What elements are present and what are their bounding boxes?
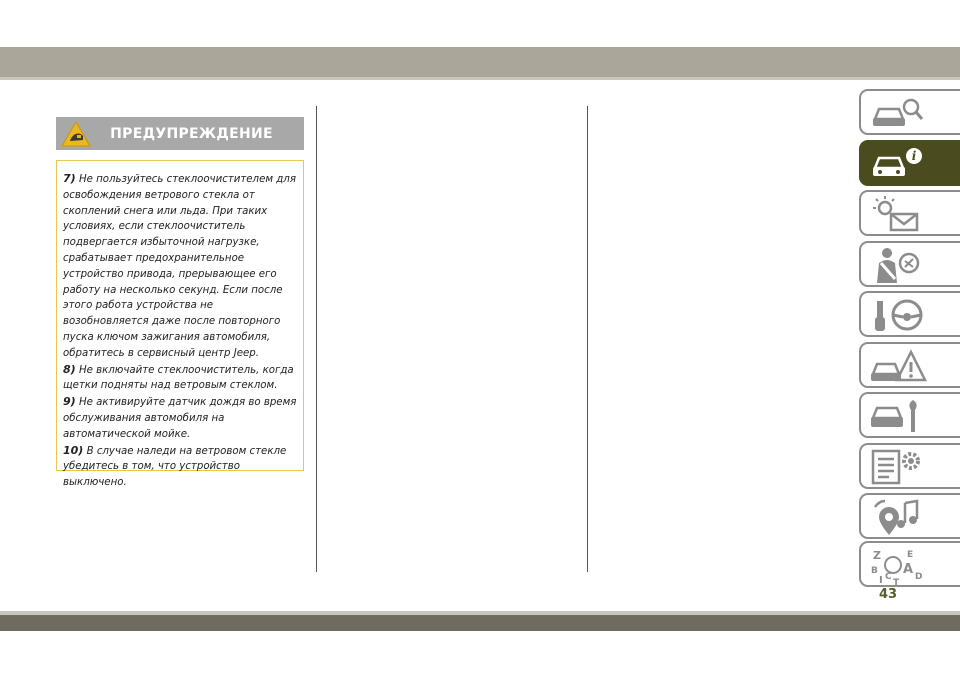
car-wrench-icon xyxy=(869,396,929,436)
warning-note xyxy=(63,443,297,491)
svg-text:D: D xyxy=(915,572,923,582)
side-tab-warning-lights[interactable] xyxy=(859,190,960,236)
svg-text:E: E xyxy=(907,550,914,560)
side-tab-safety[interactable] xyxy=(859,241,960,287)
svg-text:B: B xyxy=(871,566,878,576)
specs-gear-icon xyxy=(869,447,929,487)
column-divider-left xyxy=(316,106,317,572)
svg-text:I: I xyxy=(879,575,883,585)
page-number: 43 xyxy=(878,587,898,602)
svg-text:C: C xyxy=(885,572,892,582)
svg-text:i: i xyxy=(911,149,917,163)
bottom-band xyxy=(0,615,960,631)
warning-header xyxy=(56,117,304,150)
multimedia-navigation-icon xyxy=(869,497,929,537)
seatbelt-airbag-icon xyxy=(869,245,929,285)
warning-note xyxy=(63,171,297,362)
side-tab-specifications[interactable] xyxy=(859,443,960,489)
side-tab-index[interactable] xyxy=(859,541,960,587)
top-band xyxy=(0,47,960,77)
side-tab-multimedia[interactable] xyxy=(859,493,960,539)
column-divider-right xyxy=(587,106,588,572)
warning-box xyxy=(56,160,304,489)
svg-text:A: A xyxy=(903,562,914,577)
note-text: Не включайте стеклоочиститель, когда щетки подняты над ветровым стеклом. xyxy=(63,364,294,392)
note-number: 9) xyxy=(63,395,76,409)
alphabetical-index-icon xyxy=(869,545,929,585)
svg-text:Z: Z xyxy=(873,549,881,562)
key-steering-wheel-icon xyxy=(869,295,929,335)
warning-light-message-icon xyxy=(869,194,929,234)
car-breakdown-icon xyxy=(869,346,929,386)
svg-text:T: T xyxy=(893,578,900,585)
side-tab-car-search[interactable] xyxy=(859,89,960,135)
note-number: 8) xyxy=(63,362,76,376)
side-tab-maintenance[interactable] xyxy=(859,392,960,438)
car-search-icon xyxy=(869,93,929,133)
side-tab-starting-driving[interactable] xyxy=(859,291,960,337)
side-tab-car-info[interactable] xyxy=(859,140,960,186)
note-text: Не активируйте датчик дождя во время обслуживания автомобиля на автоматической мойке. xyxy=(63,397,297,440)
warning-note xyxy=(63,362,297,395)
warning-triangle-icon xyxy=(59,119,93,149)
warning-note xyxy=(63,394,297,442)
note-text: Не пользуйтесь стеклоочистителем для освобождения ветрового стекла от скоплений снега или льда. При таких условиях, если стеклоочиститель подвергается избыточной нагрузке, срабатывает предохранительное устройство привода, прерывающее его работу на несколько секунд. Если после этого работа устройства не возобновляется даже после повторного пуска ключом зажигания автомобиля, обратитесь в сервисный центр Jeep. xyxy=(63,174,296,359)
note-text: В случае наледи на ветровом стекле убедитесь в том, что устройство выключено. xyxy=(63,445,287,489)
side-tab-emergency[interactable] xyxy=(859,342,960,388)
note-number: 10) xyxy=(63,443,84,457)
warning-title: ПРЕДУПРЕЖДЕНИЕ xyxy=(110,125,273,142)
top-band-divider xyxy=(0,77,960,80)
note-number: 7) xyxy=(63,172,76,185)
car-info-icon xyxy=(869,144,929,184)
